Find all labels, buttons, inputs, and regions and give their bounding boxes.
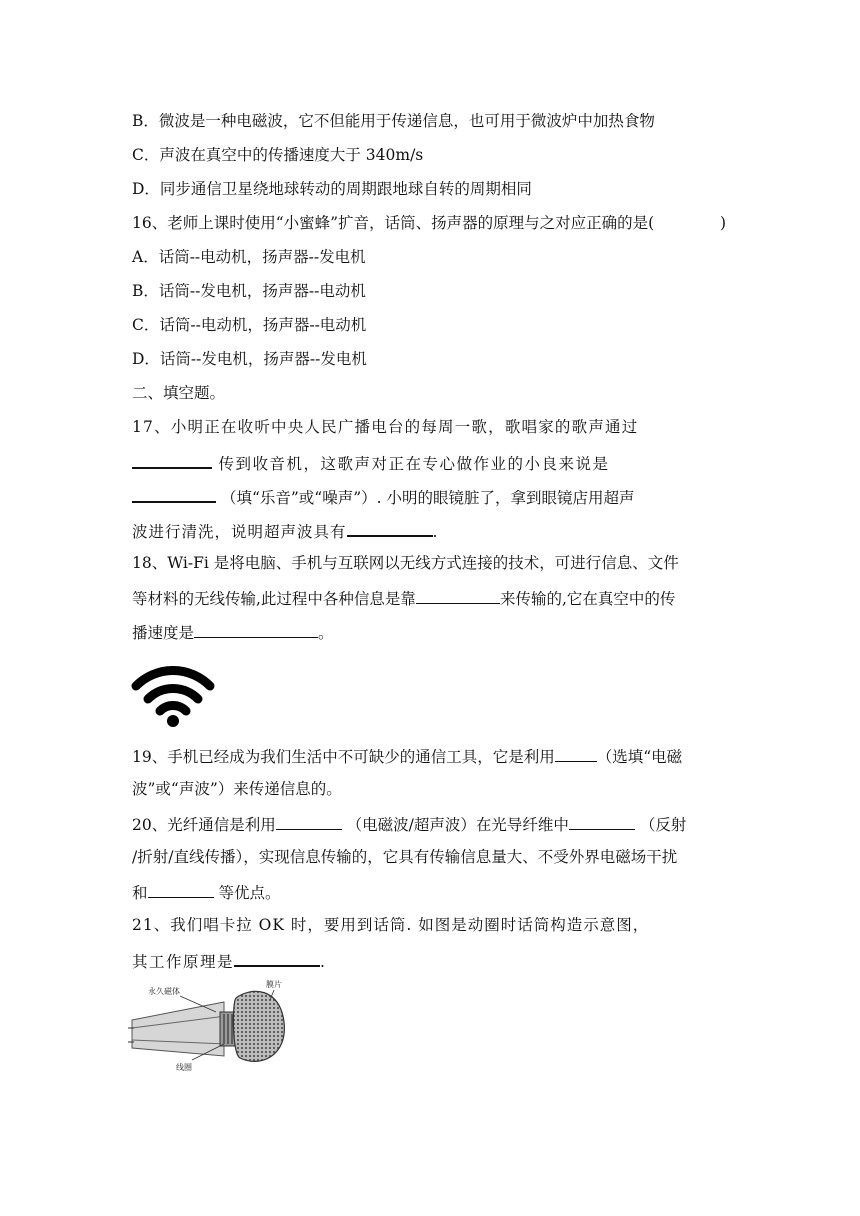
q16-option-d: D．话筒--发电机，扬声器--发电机 (132, 350, 367, 368)
label-diaphragm: 膜片 (266, 980, 282, 989)
q20-blank-3[interactable] (148, 881, 214, 898)
q20-line3 (132, 881, 280, 903)
q18-blank-2[interactable] (194, 621, 318, 638)
q19-blank-1[interactable] (555, 745, 597, 762)
q15-option-c: C．声波在真空中的传播速度大于 340m/s (132, 146, 424, 164)
q19-line1-text: 19、手机已经成为我们生活中不可缺少的通信工具，它是利用 (132, 748, 555, 766)
q20-line3-text: 和 (132, 884, 148, 902)
q17-blank-1[interactable] (132, 451, 212, 469)
q18-line3 (132, 621, 334, 643)
q15-option-b: B．微波是一种电磁波，它不但能用于传递信息，也可用于微波炉中加热食物 (132, 112, 655, 130)
section-heading: 二、填空题。 (132, 384, 226, 402)
label-coil: 线圈 (176, 1063, 192, 1072)
q18-line2 (132, 587, 675, 609)
q18-line3-end: 。 (318, 624, 334, 642)
q19-line1 (132, 745, 682, 767)
microphone-diagram (128, 978, 294, 1074)
q20-line1 (132, 813, 686, 835)
q21-line2-end: . (320, 953, 327, 971)
q19-line2: 波”或“声波”）来传递信息的。 (132, 780, 342, 798)
q17-line1: 17、小明正在收听中央人民广播电台的每周一歌，歌唱家的歌声通过 (132, 418, 639, 436)
q21-line2 (132, 949, 326, 972)
q18-line3-text: 播速度是 (132, 624, 195, 642)
q19-line1-end: （选填“电磁 (596, 748, 683, 766)
q17-line2-text: 传到收音机，这歌声对正在专心做作业的小良来说是 (218, 455, 610, 473)
q16-option-c: C．话筒--电动机，扬声器--电动机 (132, 316, 367, 334)
wifi-icon (130, 654, 216, 728)
q20-line1-text: 20、光纤通信是利用 (132, 816, 276, 834)
q17-line2 (132, 451, 609, 474)
q20-blank-2[interactable] (569, 813, 635, 830)
q17-line4-text: 波进行清洗，说明超声波具有 (132, 523, 347, 541)
q16-option-b: B．话筒--发电机，扬声器--电动机 (132, 282, 366, 300)
q21-line1: 21、我们唱卡拉 OK 时，要用到话筒. 如图是动圈时话筒构造示意图， (132, 916, 650, 934)
q17-line4-end: . (432, 523, 439, 541)
q17-line4 (132, 519, 438, 542)
q20-blank-1[interactable] (276, 813, 342, 830)
q18-line2-text: 等材料的无线传输,此过程中各种信息是靠 (132, 590, 416, 608)
q18-blank-1[interactable] (416, 587, 500, 604)
q17-line3 (132, 485, 635, 508)
q20-line3-end: 等优点。 (218, 884, 281, 902)
q21-line2-text: 其工作原理是 (132, 953, 235, 971)
q20-line1-mid: （电磁波/超声波）在光导纤维中 (346, 816, 569, 834)
q17-blank-2[interactable] (132, 485, 216, 503)
q17-blank-3[interactable] (347, 519, 433, 537)
q17-line3-text: （填“乐音”或“噪声”）. 小明的眼镜脏了，拿到眼镜店用超声 (220, 489, 635, 507)
q16-option-a: A．话筒--电动机，扬声器--发电机 (132, 248, 366, 266)
q18-line2-end: 来传输的,它在真空中的传 (499, 590, 676, 608)
q16-paren-close: ) (720, 214, 727, 232)
q15-option-d: D．同步通信卫星绕地球转动的周期跟地球自转的周期相同 (132, 180, 532, 198)
q20-line1-end: （反射 (639, 816, 687, 834)
q16-stem: 16、老师上课时使用“小蜜蜂”扩音，话筒、扬声器的原理与之对应正确的是( (132, 214, 655, 232)
q20-line2: /折射/直线传播），实现信息传输的，它具有传输信息量大、不受外界电磁场干扰 (132, 848, 678, 866)
q21-blank-1[interactable] (234, 949, 320, 967)
label-permanent-magnet: 永久磁体 (148, 987, 180, 996)
q18-line1: 18、Wi-Fi 是将电脑、手机与互联网以无线方式连接的技术，可进行信息、文件 (132, 554, 679, 572)
